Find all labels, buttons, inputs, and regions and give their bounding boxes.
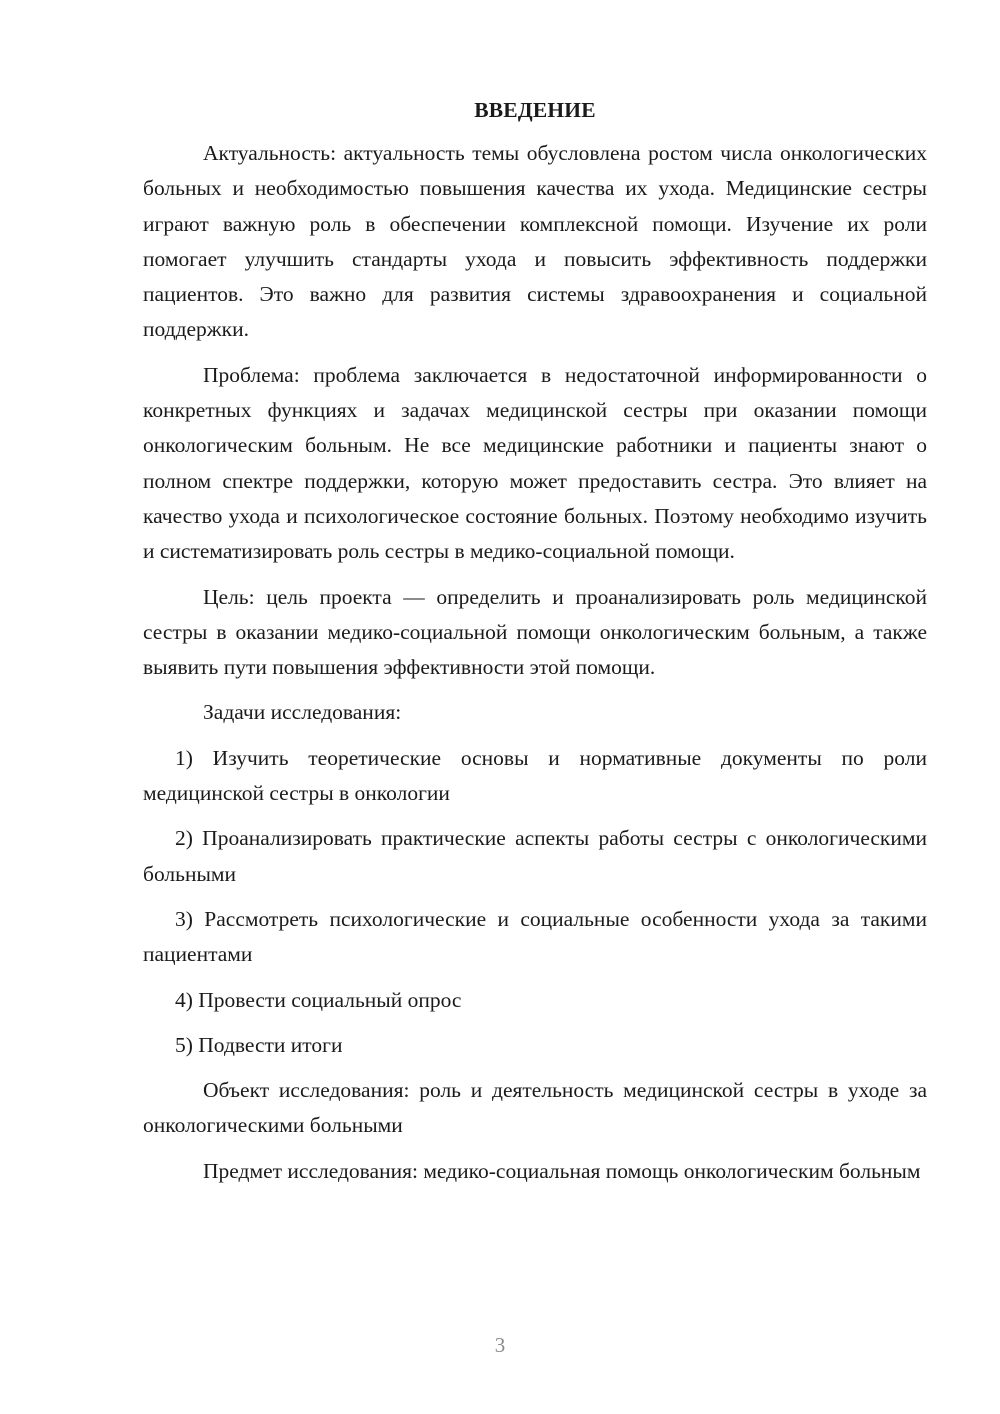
paragraph-problem: Проблема: проблема заключается в недостаточной информированности о конкретных функциях и задачах медицинской сестры при оказании помощи онкологическим больным. Не все медицинские работники и пациенты знают о полном спектре поддержки, которую может предоставить сестра. Это влияет на качество ухода и психологическое состояние больных. Поэтому необходимо изучить и систематизировать роль сестры в медико-социальной помощи.: [143, 362, 927, 564]
tasks-heading: Задачи исследования:: [203, 700, 402, 725]
paragraph-relevance: Актуальность: актуальность темы обусловлена ростом числа онкологических больных и необходимостью повышения качества их ухода. Медицинские сестры играют важную роль в обеспечении комплексной помощи. Изучение их роли помогает улучшить стандарты ухода и повысить эффективность поддержки пациентов. Это важно для развития системы здравоохранения и социальной поддержки.: [143, 141, 927, 342]
paragraph-subject: Предмет исследования: медико-социальная помощь онкологическим больным: [203, 1158, 921, 1183]
list-item: 3) Рассмотреть психологические и социальные особенности ухода за такими пациентами: [143, 906, 927, 967]
list-item: 1) Изучить теоретические основы и нормативные документы по роли медицинской сестры в онкологии: [143, 745, 927, 806]
list-item: 4) Провести социальный опрос: [175, 987, 462, 1012]
page-number: 3: [494, 1333, 506, 1357]
list-item: 2) Проанализировать практические аспекты работы сестры с онкологическими больными: [143, 826, 927, 886]
document-page: [143, 88, 927, 1199]
section-title: ВВЕДЕНИЕ: [474, 98, 596, 122]
paragraph-object: Объект исследования: роль и деятельность медицинской сестры в уходе за онкологическими больными: [143, 1078, 927, 1138]
list-item: 5) Подвести итоги: [175, 1032, 343, 1057]
paragraph-goal: Цель: цель проекта — определить и проанализировать роль медицинской сестры в оказании медико-социальной помощи онкологическим больным, а также выявить пути повышения эффективности этой помощи.: [143, 584, 927, 680]
tasks-list: [143, 741, 927, 1063]
